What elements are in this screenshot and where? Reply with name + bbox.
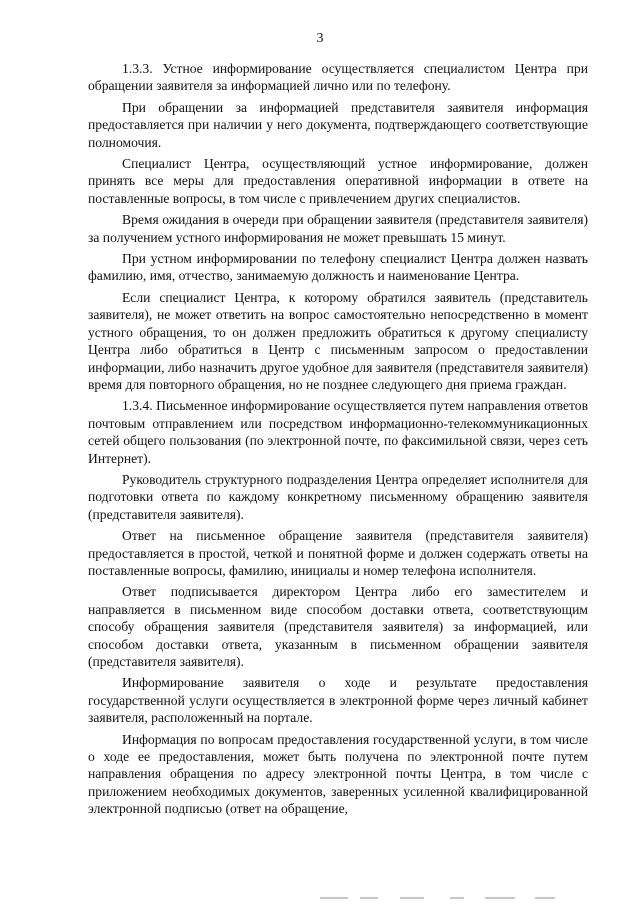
scan-artifact-marks bbox=[300, 895, 600, 901]
document-body bbox=[88, 60, 588, 822]
paragraph-electronic-informing: Информирование заявителя о ходе и результате предоставления государственной услуги осуществляется в электронной форме через личный кабинет заявителя, расположенный на портале. bbox=[88, 675, 588, 726]
paragraph-1-3-4: 1.3.4. Письменное информирование осуществляется путем направления ответов почтовым отправлением или посредством информационно-телекоммуникационных сетей общего пользования (по электронной почте, по факсимильной связи, через сеть Интернет). bbox=[88, 398, 588, 466]
page-number: 3 bbox=[316, 31, 324, 46]
paragraph-head-of-division: Руководитель структурного подразделения Центра определяет исполнителя для подготовки ответа по каждому конкретному письменному обращению заявителя (представителя заявителя). bbox=[88, 471, 588, 522]
paragraph-waiting-time: Время ожидания в очереди при обращении заявителя (представителя заявителя) за получением устного информирования не может превышать 15 минут. bbox=[88, 212, 588, 245]
paragraph-answer-signing: Ответ подписывается директором Центра либо его заместителем и направляется в письменном виде способом доставки ответа, соответствующим способу обращения заявителя (представителя заявителя) за информацией, или способом доставки ответа, указанным в письменном обращении заявителя (представителя заявителя). bbox=[88, 584, 588, 669]
paragraph-specialist-measures: Специалист Центра, осуществляющий устное информирование, должен принять все меры для предоставления оперативной информации в ответе на поставленные вопросы, в том числе с привлечением других специалистов. bbox=[88, 156, 588, 206]
paragraph-1-3-3: 1.3.3. Устное информирование осуществляется специалистом Центра при обращении заявителя за информацией лично или по телефону. bbox=[88, 61, 588, 94]
paragraph-cannot-answer: Если специалист Центра, к которому обратился заявитель (представитель заявителя), не может ответить на вопрос самостоятельно непосредственно в момент устного обращения, то он должен предложить обратиться к другому специалисту Центра либо обратиться в Центр с письменным запросом о предоставлении информации, либо назначить другое удобное для заявителя (представителя заявителя) время для повторного обращения, но не позднее следующего дня приема граждан. bbox=[88, 289, 589, 392]
paragraph-email-information: Информация по вопросам предоставления государственной услуги, в том числе о ходе ее предоставления, может быть получена по электронной почте путем направления обращения по адресу электронной почты Центра, в том числе с приложением необходимых документов, заверенных усиленной квалифицированной электронной подписью (ответ на обращение, bbox=[88, 731, 588, 817]
paragraph-representative-authority: При обращении за информацией представителя заявителя информация предоставляется при наличии у него документа, подтверждающего соответствующие полномочия. bbox=[88, 99, 588, 150]
paragraph-phone-informing: При устном информировании по телефону специалист Центра должен назвать фамилию, имя, отчество, занимаемую должность и наименование Центра. bbox=[88, 251, 588, 284]
paragraph-written-answer: Ответ на письменное обращение заявителя (представителя заявителя) предоставляется в простой, четкой и понятной форме и должен содержать ответы на поставленные вопросы, фамилию, инициалы и номер телефона исполнителя. bbox=[88, 528, 588, 578]
